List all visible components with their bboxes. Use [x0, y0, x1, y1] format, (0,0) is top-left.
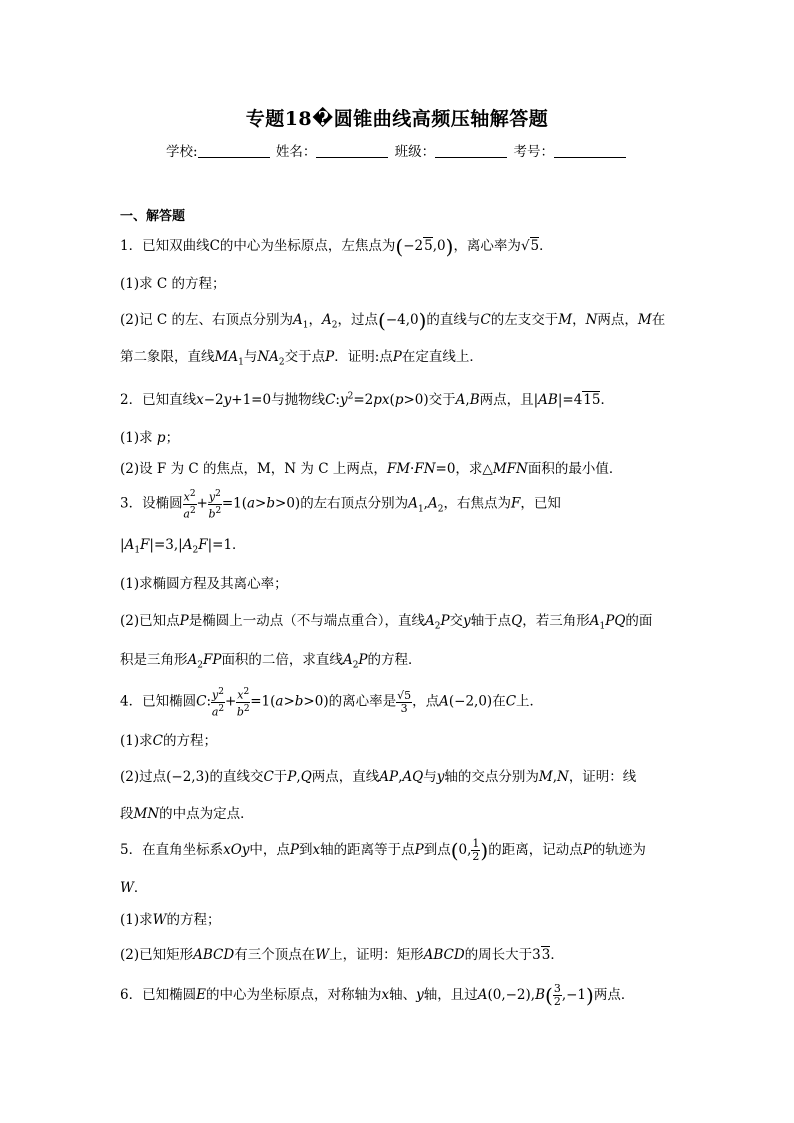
number-blank[interactable]	[554, 143, 626, 158]
student-info-row	[0, 140, 794, 160]
problem-6-statement: 6．已知椭圆E的中心为坐标原点，对称轴为x轴、y轴，且过A(0,−2),B( $\frac{3}{2}$ ,−1)两点．	[120, 982, 635, 1008]
problem-5-statement-cont: W．	[120, 880, 148, 896]
problem-1-part-1: (1)求 C 的方程；	[120, 276, 226, 292]
problem-3-part-1: (1)求椭圆方程及其离心率；	[120, 576, 288, 592]
number-label: 考号：	[513, 144, 554, 160]
problem-5-part-2: (2)已知矩形ABCD有三个顶点在W上，证明：矩形ABCD的周长大于33．	[120, 947, 564, 963]
problem-2-part-2: (2)设 F 为 C 的焦点，M，N 为 C 上两点，FM·FN=0，求△MFN面积的最小值．	[120, 461, 623, 477]
problem-5-part-1: (1)求W的方程；	[120, 912, 221, 928]
class-label: 班级：	[394, 144, 436, 160]
problem-4-statement: 4．已知椭圆C: $\frac{y^2}{a^2}$ + $\frac{x^2}{b^2}$ =1(a>b>0)的离心率是 $\frac{√5}{3}$ ，点A(−2,0)在C上．	[120, 687, 544, 719]
problem-3-statement: 3．设椭圆 $\frac{x^2}{a^2}$ + $\frac{y^2}{b^2}$ =1(a>b>0)的左右顶点分别为$A_1,A_2$，右焦点为F，已知	[120, 489, 561, 521]
school-label: 学校:	[166, 144, 198, 160]
problem-5-statement: 5．在直角坐标系xOy中，点P到x轴的距离等于点P到点(0, $\frac{1}{2}$ )的距离，记动点P的轨迹为	[120, 837, 646, 863]
name-blank[interactable]	[316, 143, 388, 158]
page-title: 专题18�圆锥曲线高频压轴解答题	[245, 108, 549, 130]
section-heading: 一、解答题	[120, 209, 186, 224]
problem-1-part-2-cont: 第二象限，直线$MA_1$与$NA_2$交于点P．证明:点P在定直线上．	[120, 349, 483, 368]
problem-3-part-2-cont: 积是三角形$A_2FP$面积的二倍，求直线$A_2P$的方程．	[120, 652, 422, 671]
problem-4-part-2: (2)过点(−2,3)的直线交C于P,Q两点，直线AP,AQ与y轴的交点分别为M,N，证明：线	[120, 769, 637, 785]
problem-4-part-2-cont: 段MN的中点为定点．	[120, 806, 254, 822]
problem-2-part-1: (1)求 p；	[120, 430, 180, 446]
problem-2-statement: 2．已知直线x−2y+1=0与抛物线$C:y^2=2px(p>0)$交于A,B两点，且|AB|=415．	[120, 391, 614, 408]
problem-3-condition: $|A_1F|=3,|A_2F|=1$．	[120, 537, 246, 556]
class-blank[interactable]	[435, 143, 507, 158]
problem-4-part-1: (1)求C的方程；	[120, 733, 217, 749]
name-label: 姓名：	[275, 144, 317, 160]
problem-1-statement: 1．已知双曲线C的中心为坐标原点，左焦点为(−25,0)，离心率为√5．	[120, 234, 553, 259]
school-blank[interactable]	[198, 143, 270, 158]
problem-3-part-2: (2)已知点P是椭圆上一动点（不与端点重合），直线$A_2P$交y轴于点Q，若三角形$A_1PQ$的面	[120, 613, 653, 632]
problem-1-part-2: (2)记 C 的左、右顶点分别为$A_1$，$A_2$，过点(−4,0)的直线与C的左支交于M，N两点，M在	[120, 308, 666, 333]
